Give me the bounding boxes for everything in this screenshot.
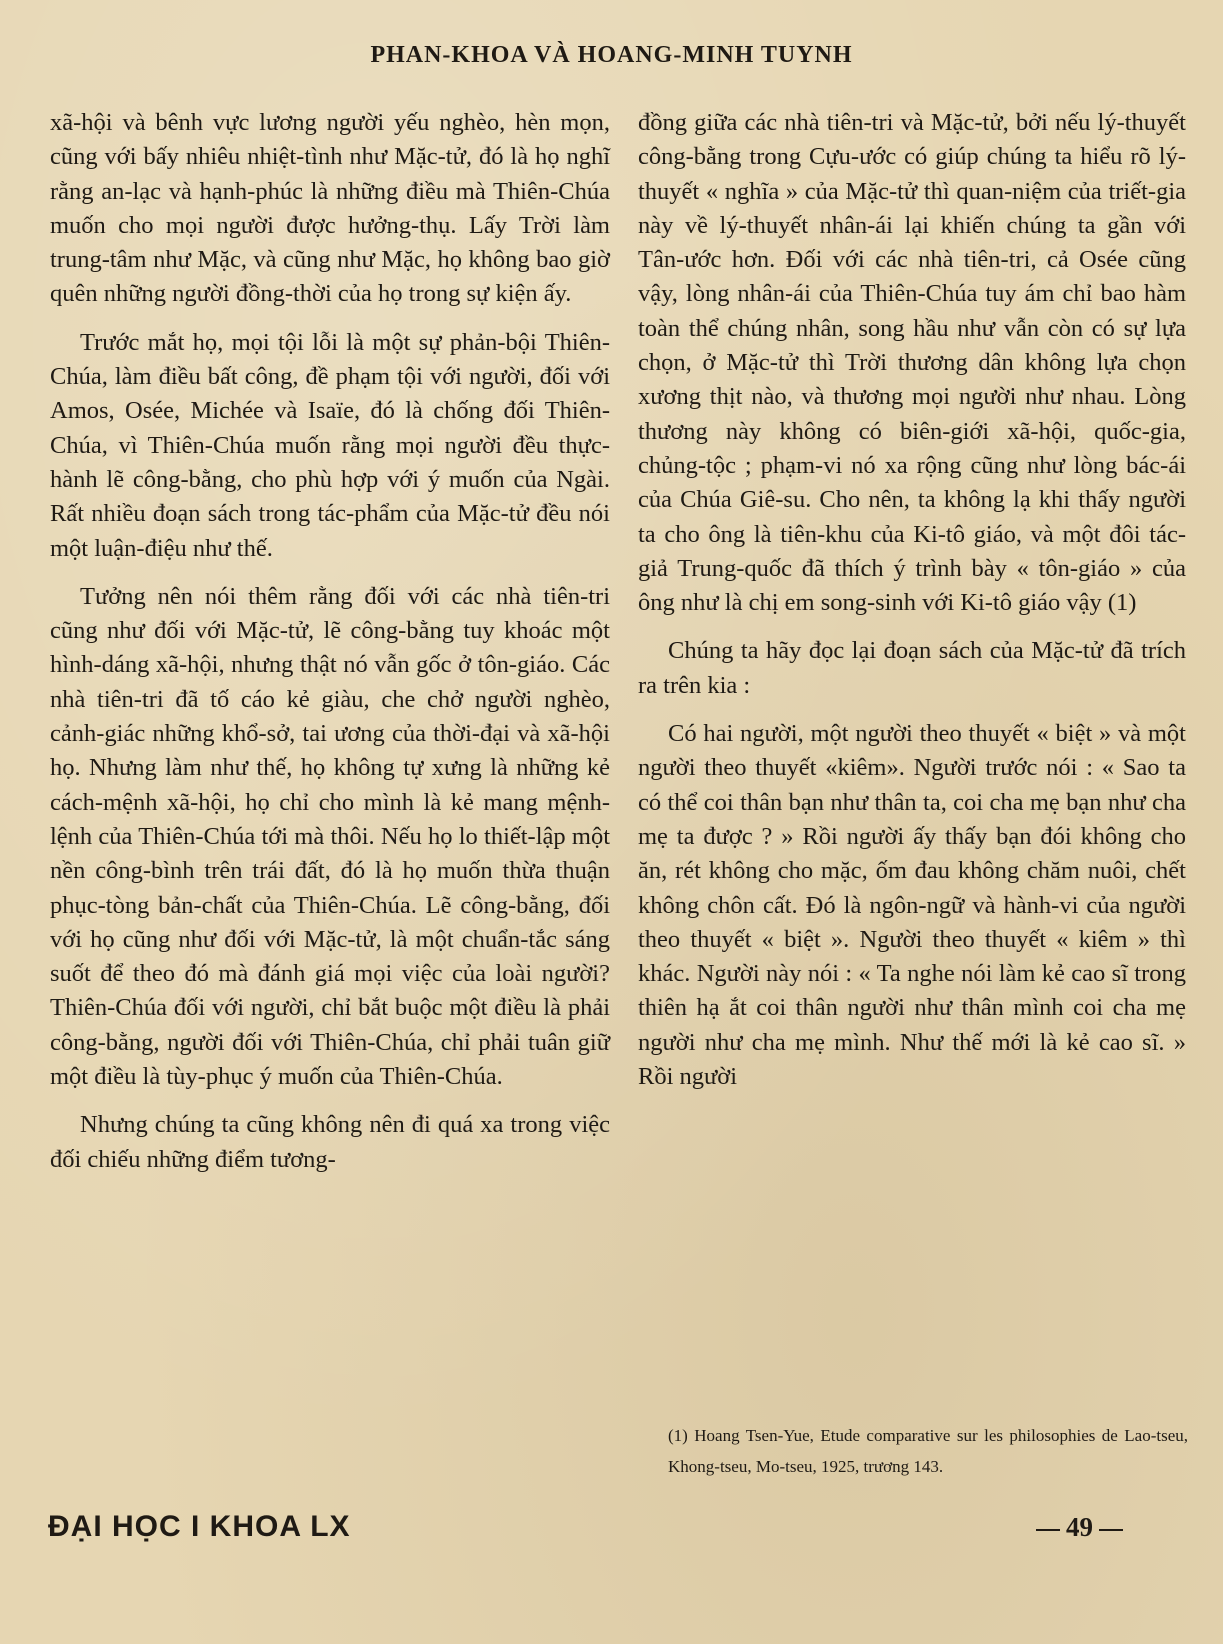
right-column	[638, 106, 1186, 1108]
dash-right	[1099, 1529, 1123, 1531]
left-paragraph-1: xã-hội và bênh vực lương người yếu nghèo, hèn mọn, cũng với bấy nhiêu nhiệt-tình như Mặc-tử, đó là họ nghĩ rằng an-lạc và hạnh-phúc là những điều mà Thiên-Chúa muốn cho mọi người được hưởng-thụ. Lấy Trời làm trung-tâm như Mặc, và cũng như Mặc, họ không bao giờ quên những người đồng-thời của họ trong sự kiện ấy.	[50, 109, 610, 308]
page-number: 49	[1066, 1512, 1093, 1542]
left-paragraph-3: Tưởng nên nói thêm rằng đối với các nhà tiên-tri cũng như đối với Mặc-tử, lẽ công-bằng tuy khoác một hình-dáng xã-hội, nhưng thật nó vẫn gốc ở tôn-giáo. Các nhà tiên-tri đã tố cáo kẻ giàu, che chở người nghèo, cảnh-giác những khổ-sở, tai ương của thời-đại và xã-hội họ. Nhưng làm như thế, họ không tự xưng là những kẻ cách-mệnh xã-hội, họ chỉ cho mình là kẻ mang mệnh-lệnh của Thiên-Chúa tới mà thôi. Nếu họ lo thiết-lập một nền công-bình trên trái đất, đó là họ muốn thừa thuận phục-tòng bản-chất của Thiên-Chúa. Lẽ công-bằng, đối với họ cũng như đối với Mặc-tử, là một chuẩn-tắc sáng suốt để theo đó mà đánh giá mọi việc của loài người? Thiên-Chúa đối với người, chỉ bắt buộc một điều là phải công-bằng, người đối với Thiên-Chúa, chỉ phải tuân giữ một điều là tùy-phục ý muốn của Thiên-Chúa.	[50, 582, 610, 1091]
left-paragraph-4: Nhưng chúng ta cũng không nên đi quá xa trong việc đối chiếu những điểm tương-	[50, 1111, 610, 1173]
footnote: (1) Hoang Tsen-Yue, Etude comparative sur les philosophies de Lao-tseu, Khong-tseu, Mo-tseu, 1925, trương 143.	[668, 1426, 1188, 1476]
right-paragraph-3: Có hai người, một người theo thuyết « biệt » và một người theo thuyết «kiêm». Người trước nói : « Sao ta có thể coi thân bạn như thân ta, coi cha mẹ bạn như cha mẹ ta được ? » Rồi người ấy thấy bạn đói không cho ăn, rét không cho mặc, ốm đau không chăm nuôi, chết không chôn cất. Đó là ngôn-ngữ và hành-vi của người theo thuyết « biệt ». Người theo thuyết « kiêm » thì khác. Người này nói : « Ta nghe nói làm kẻ cao sĩ trong thiên hạ ắt coi thân người như thân mình coi cha mẹ người như cha mẹ mình. Như thế mới là kẻ cao sĩ. » Rồi người	[638, 720, 1186, 1091]
left-paragraph-2: Trước mắt họ, mọi tội lỗi là một sự phản-bội Thiên-Chúa, làm điều bất công, đề phạm tội với người, đối với Amos, Osée, Michée và Isaïe, đó là chống đối Thiên-Chúa, vì Thiên-Chúa muốn rằng mọi người đều thực-hành lẽ công-bằng, cho phù hợp với ý muốn của Ngài. Rất nhiều đoạn sách trong tác-phẩm của Mặc-tử đều nói một luận-điệu như thế.	[50, 328, 610, 562]
dash-left	[1036, 1529, 1060, 1531]
journal-footer: ĐẠI HỌC I KHOA LX	[48, 1510, 351, 1543]
right-paragraph-2: Chúng ta hãy đọc lại đoạn sách của Mặc-tử đã trích ra trên kia :	[638, 637, 1186, 699]
page-number-footer	[1030, 1512, 1129, 1543]
right-paragraph-1: đồng giữa các nhà tiên-tri và Mặc-tử, bởi nếu lý-thuyết công-bằng trong Cựu-ước có giúp chúng ta hiểu rõ lý-thuyết « nghĩa » của Mặc-tử thì quan-niệm của triết-gia này về lý-thuyết nhân-ái lại khiến chúng ta gần với Tân-ước hơn. Đối với các nhà tiên-tri, cả Osée cũng vậy, lòng nhân-ái của Thiên-Chúa tuy ám chỉ bao hàm toàn thể chúng nhân, song hầu như vẫn còn có sự lựa chọn, ở Mặc-tử thì Trời thương dân không lựa chọn xương thịt nào, và thương mọi người như nhau. Lòng thương này không có biên-giới xã-hội, quốc-gia, chủng-tộc ; phạm-vi nó xa rộng cũng như lòng bác-ái của Chúa Giê-su. Cho nên, ta không lạ khi thấy người ta cho ông là tiên-khu của Ki-tô giáo, và một đôi tác-giả Trung-quốc đã thích ý trình bày « tôn-giáo » của ông như là chị em song-sinh với Ki-tô giáo vậy (1)	[638, 109, 1186, 617]
left-column	[50, 106, 610, 1191]
running-head: PHAN-KHOA VÀ HOANG-MINH TUYNH	[370, 42, 853, 68]
